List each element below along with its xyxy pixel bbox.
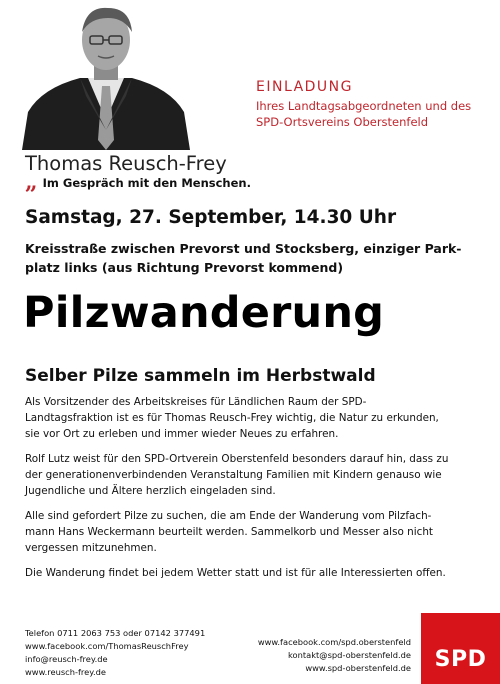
paragraph — [25, 565, 497, 581]
portrait-image — [22, 0, 190, 150]
event-location — [25, 239, 495, 277]
event-subtitle: Selber Pilze sammeln im Herbstwald — [25, 366, 376, 386]
invitation-line-2: SPD-Ortsvereins Oberstenfeld — [256, 115, 429, 129]
paragraph-line: Landtagsfraktion ist es für Thomas Reusch-Frey wichtig, die Natur zu erkunden, — [25, 412, 439, 424]
phone-number: Telefon 0711 2063 753 oder 07142 377491 — [25, 628, 206, 638]
website-link[interactable]: www.spd-oberstenfeld.de — [305, 663, 411, 673]
spd-logo-text: SPD — [434, 647, 487, 672]
paragraph-line: Alle sind gefordert Pilze zu suchen, die am Ende der Wanderung vom Pilzfach- — [25, 510, 432, 522]
invitation-block — [256, 79, 496, 130]
spd-logo — [421, 613, 500, 684]
facebook-link[interactable]: www.facebook.com/spd.oberstenfeld — [257, 637, 411, 647]
portrait-photo — [22, 0, 190, 150]
paragraph-line: Jugendliche und Ältere herzlich eingeladen sind. — [25, 485, 276, 497]
contact-right — [258, 636, 411, 675]
slogan-text: Im Gespräch mit den Menschen. — [42, 176, 251, 190]
paragraph — [25, 508, 497, 556]
location-line-2: platz links (aus Richtung Prevorst kommend) — [25, 260, 344, 275]
paragraph-line: Die Wanderung findet bei jedem Wetter statt und ist für alle Interessierten offen. — [25, 567, 446, 579]
website-link[interactable]: www.reusch-frey.de — [25, 667, 106, 677]
slogan — [25, 169, 251, 195]
email-link[interactable]: kontakt@spd-oberstenfeld.de — [288, 650, 411, 660]
paragraph-line: sie vor Ort zu erleben und immer wieder Neues zu erfahren. — [25, 428, 339, 440]
invitation-line-1: Ihres Landtagsabgeordneten und des — [256, 99, 472, 113]
contact-left — [25, 627, 205, 679]
body-text — [25, 394, 497, 590]
person-name: Thomas Reusch-Frey — [25, 152, 227, 175]
event-date: Samstag, 27. September, 14.30 Uhr — [25, 207, 397, 228]
paragraph-line: Als Vorsitzender des Arbeitskreises für Ländlichen Raum der SPD- — [25, 396, 367, 408]
paragraph-line: vergessen mitzunehmen. — [25, 542, 157, 554]
paragraph — [25, 451, 497, 499]
location-line-1: Kreisstraße zwischen Prevorst und Stocksberg, einziger Park- — [25, 241, 462, 256]
facebook-link[interactable]: www.facebook.com/ThomasReuschFrey — [25, 641, 189, 651]
paragraph-line: der generationenverbindenden Veranstaltung Familien mit Kindern genauso wie — [25, 469, 442, 481]
event-title: Pilzwanderung — [23, 288, 385, 338]
invitation-title: EINLADUNG — [256, 79, 353, 95]
paragraph — [25, 394, 497, 442]
quote-icon: „ — [25, 169, 38, 195]
paragraph-line: mann Hans Weckermann beurteilt werden. Sammelkorb und Messer also nicht — [25, 526, 433, 538]
paragraph-line: Rolf Lutz weist für den SPD-Ortverein Oberstenfeld besonders darauf hin, dass zu — [25, 453, 449, 465]
email-link[interactable]: info@reusch-frey.de — [25, 654, 108, 664]
